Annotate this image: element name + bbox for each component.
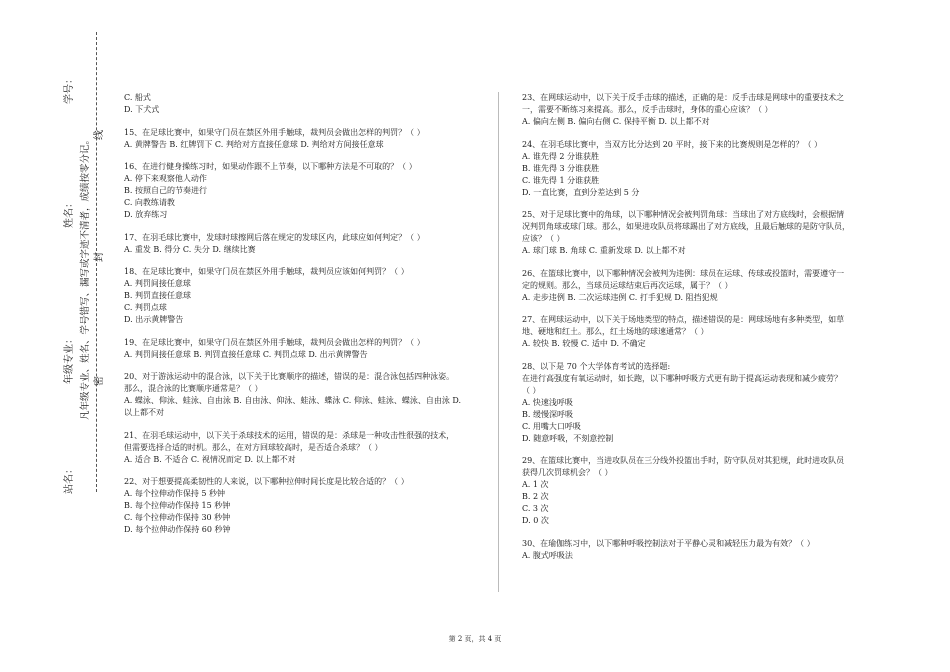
seal-mark-line: 线 — [94, 130, 105, 140]
column-divider — [498, 92, 499, 592]
question-line: D. 每个拉伸动作保持 60 秒钟 — [124, 525, 231, 534]
left-question-column — [124, 92, 461, 536]
question-line: A. 1 次 — [522, 480, 549, 489]
question-line: B. 每个拉伸动作保持 15 秒钟 — [124, 501, 231, 510]
question-stem: 21、在羽毛球运动中，以下关于杀球技术的运用，错误的是：杀球是一种攻击性很强的技术， — [124, 430, 455, 440]
question-line: C. 向教练请教 — [124, 198, 175, 207]
question-line: A. 较快 B. 较慢 C. 适中 D. 不确定 — [522, 339, 646, 348]
question-line: A. 快速浅呼吸 — [522, 397, 573, 407]
question-line: 以上都不对 — [124, 408, 164, 417]
question-line: 在进行高强度有氧运动时，如长跑，以下哪种呼吸方式更有助于提高运动表现和减少疲劳？ — [522, 373, 842, 383]
question-line: A. 腹式呼吸法 — [522, 550, 573, 560]
question-line: A. 停下来观察他人动作 — [124, 174, 207, 183]
question-line: C. 判罚点球 — [124, 303, 167, 312]
question-line: A. 重发 B. 得分 C. 失分 D. 继续比赛 — [124, 244, 256, 254]
question-line: A. 谁先得 2 分谁获胜 — [522, 151, 600, 161]
question-stem: 26、在篮球比赛中，以下哪种情况会被判为违例：球员在运球、传球或投篮时，需要遵守一 — [522, 268, 845, 278]
question-line: 23、在网球运动中，以下关于反手击球的描述，正确的是：反手击球是网球中的重要技术之 — [522, 93, 845, 102]
grade-major-label: 年级专业： — [64, 334, 75, 384]
question-line: 那么，混合泳的比赛顺序通常是？（ ） — [124, 384, 263, 393]
school-label: 站名： — [64, 464, 75, 494]
question-line: C. 用嘴大口呼吸 — [522, 421, 581, 431]
student-no-label: 学号： — [64, 74, 75, 104]
question-line: 但需要选择合适的时机。那么，在对方回球较高时，是否适合杀球？（ ） — [124, 442, 383, 452]
question-line: A. 判罚间接任意球 — [124, 279, 191, 288]
question-line: C. 每个拉伸动作保持 30 秒钟 — [124, 513, 231, 522]
question-line: D. 放弃练习 — [124, 210, 168, 219]
binding-dashed-line — [96, 32, 97, 492]
question-line: D. 下犬式 — [124, 105, 160, 114]
question-stem: 19、在足球比赛中，如果守门员在禁区外用手触球，裁判员会做出怎样的判罚？（ ） — [124, 337, 425, 347]
question-line: A. 走步违例 B. 二次运球违例 C. 打手犯规 D. 阻挡犯规 — [522, 292, 718, 302]
question-line: A. 判罚间接任意球 B. 判罚直接任意球 C. 判罚点球 D. 出示黄牌警告 — [124, 349, 368, 359]
question-line: C. 3 次 — [522, 504, 549, 513]
question-stem: 17、在羽毛球比赛中，发球时球擦网后落在规定的发球区内，此球应如何判定？（ ） — [124, 232, 425, 242]
question-line: D. 出示黄牌警告 — [124, 315, 184, 324]
question-line: A. 偏向左侧 B. 偏向右侧 C. 保持平衡 D. 以上都不对 — [522, 117, 710, 126]
seal-mark-dense: 密 — [94, 376, 105, 386]
question-stem: 25、对于足球比赛中的角球，以下哪种情况会被判罚角球：当球出了对方底线时，会根据情 — [522, 210, 845, 219]
question-line: A. 黄牌警告 B. 红牌罚下 C. 判给对方直接任意球 D. 判给对方间接任意球 — [124, 139, 384, 149]
name-label: 姓名： — [64, 198, 75, 228]
question-line: B. 按照自己的节奏进行 — [124, 186, 207, 195]
question-line: B. 谁先得 3 分谁获胜 — [522, 163, 600, 173]
question-stem: 30、在瑜伽练习中，以下哪种呼吸控制法对于平静心灵和减轻压力最为有效？（ ） — [522, 538, 815, 548]
question-stem: 28、以下是 70 个大学体育考试的选择题: — [522, 361, 671, 371]
question-line: B. 2 次 — [522, 492, 549, 501]
question-line: 定的规则。那么，当球员运球结束后再次运球，属于？（ ） — [522, 280, 733, 290]
page-footer: 第 2 页，共 4 页 — [448, 635, 502, 643]
question-stem: 20、对于游泳运动中的混合泳，以下关于比赛顺序的描述，错误的是：混合泳包括四种泳姿。 — [124, 372, 455, 381]
question-line: 况判罚角球或球门球。那么，如果进攻队员将球踢出了对方底线，且最后触球的是防守队员， — [522, 222, 850, 231]
question-line: 获得几次罚球机会？（ ） — [522, 468, 613, 477]
question-line: C. 船式 — [124, 93, 151, 102]
question-stem: 24、在羽毛球比赛中，当双方比分达到 20 平时，接下来的比赛规则是怎样的？（ ） — [522, 139, 822, 149]
question-stem: 29、在篮球比赛中，当进攻队员在三分线外投篮出手时，防守队员对其犯规，此时进攻队员 — [522, 456, 845, 465]
question-line: （ ） — [522, 385, 541, 395]
question-line: A. 蝶泳、仰泳、蛙泳、自由泳 B. 自由泳、仰泳、蛙泳、蝶泳 C. 仰泳、蛙泳、蝶泳、自由泳 D. — [124, 396, 462, 405]
question-stem: 22、对于想要提高柔韧性的人来说，以下哪种拉伸时间长度是比较合适的？（ ） — [124, 477, 409, 486]
right-question-column — [522, 92, 850, 562]
question-stem: 18、在足球比赛中，如果守门员在禁区外用手触球，裁判员应该如何判罚？（ ） — [124, 267, 409, 276]
question-line: A. 球门球 B. 角球 C. 重新发球 D. 以上都不对 — [522, 246, 686, 255]
question-line: 地、硬地和红土。那么，红土场地的球速通常？（ ） — [522, 327, 709, 336]
question-stem: 15、在足球比赛中，如果守门员在禁区外用手触球，裁判员会做出怎样的判罚？（ ） — [124, 127, 425, 137]
question-line: D. 0 次 — [522, 516, 549, 525]
seal-mark-seal: 封 — [94, 252, 105, 262]
question-line: D. 一直比赛，直到分差达到 5 分 — [522, 187, 640, 197]
question-stem: 27、在网球运动中，以下关于场地类型的特点，描述错误的是：网球场地有多种类型，如草 — [522, 315, 845, 324]
question-line: D. 随意呼吸，不刻意控制 — [522, 433, 614, 443]
question-line: C. 谁先得 1 分谁获胜 — [522, 175, 600, 185]
question-line: B. 判罚直接任意球 — [124, 291, 191, 300]
question-line: B. 缓慢深呼吸 — [522, 409, 573, 419]
question-line: A. 每个拉伸动作保持 5 秒钟 — [124, 489, 226, 498]
question-stem: 16、在进行健身操练习时，如果动作跟不上节奏，以下哪种方法是不可取的？（ ） — [124, 162, 417, 171]
binding-margin — [0, 0, 110, 672]
question-line: 一，需要不断练习来提高。那么，反手击球时，身体的重心应该？（ ） — [522, 105, 773, 114]
question-line: 应该？（ ） — [522, 234, 565, 243]
binding-note: 凡年级专业、姓名、学号错写、漏写或字迹不清者，成绩按零分记。 — [80, 134, 91, 420]
question-line: A. 适合 B. 不适合 C. 视情况而定 D. 以上都不对 — [124, 454, 296, 464]
